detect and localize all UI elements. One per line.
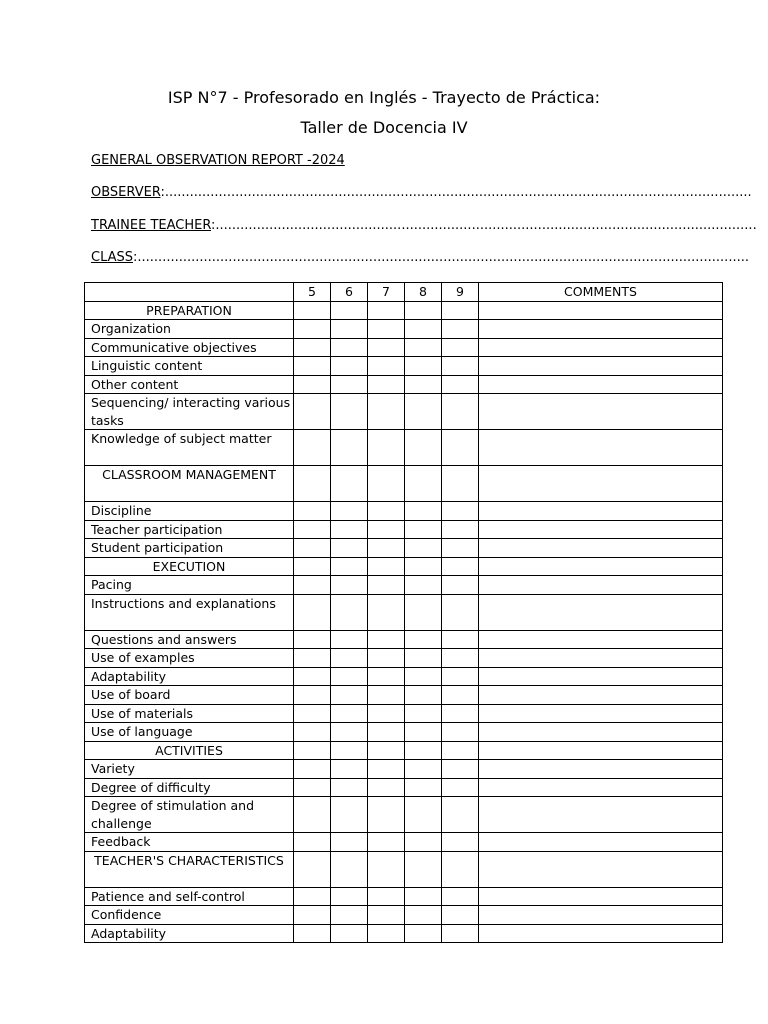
score-cell-9[interactable] [442,797,479,833]
score-cell-8[interactable] [405,520,442,539]
score-cell-7[interactable] [368,649,405,668]
table-row [85,375,723,394]
score-cell-5[interactable] [294,594,331,630]
table-row [85,338,723,357]
evaluation-table [84,282,723,943]
observer-blank-line: :.............................................................................................................................................. [160,185,752,200]
score-cell-5[interactable] [294,797,331,833]
score-cell-5[interactable] [294,338,331,357]
criterion-label: Organization [85,320,294,339]
table-row [85,357,723,376]
score-cell-7[interactable] [368,667,405,686]
score-header-6: 6 [331,283,368,302]
score-cell-7[interactable] [368,833,405,852]
criterion-label: Adaptability [85,667,294,686]
score-cell-9[interactable] [442,851,479,887]
comments-cell[interactable] [479,576,723,595]
score-cell-5[interactable] [294,301,331,320]
comments-cell[interactable] [479,906,723,925]
criterion-label: Degree of stimulation and challenge [85,797,294,833]
score-cell-9[interactable] [442,520,479,539]
score-cell-8[interactable] [405,686,442,705]
score-cell-6[interactable] [331,320,368,339]
score-cell-7[interactable] [368,686,405,705]
score-cell-8[interactable] [405,760,442,779]
comments-cell[interactable] [479,502,723,521]
comments-cell[interactable] [479,778,723,797]
score-cell-8[interactable] [405,375,442,394]
score-cell-7[interactable] [368,594,405,630]
comments-cell[interactable] [479,301,723,320]
score-cell-7[interactable] [368,557,405,576]
score-cell-5[interactable] [294,320,331,339]
comments-cell[interactable] [479,594,723,630]
comments-cell[interactable] [479,686,723,705]
score-cell-6[interactable] [331,741,368,760]
score-cell-5[interactable] [294,723,331,742]
score-cell-9[interactable] [442,357,479,376]
score-cell-8[interactable] [405,594,442,630]
score-header-5: 5 [294,283,331,302]
comments-cell[interactable] [479,520,723,539]
score-cell-7[interactable] [368,375,405,394]
score-cell-7[interactable] [368,520,405,539]
score-cell-6[interactable] [331,338,368,357]
table-row [85,887,723,906]
score-cell-6[interactable] [331,704,368,723]
score-cell-6[interactable] [331,833,368,852]
score-cell-9[interactable] [442,557,479,576]
comments-cell[interactable] [479,723,723,742]
section-heading: ACTIVITIES [85,741,294,760]
table-row [85,394,723,430]
trainee-teacher-blank-line: :................................................................................................................................... [210,218,757,233]
criterion-label: Patience and self-control [85,887,294,906]
score-cell-5[interactable] [294,778,331,797]
score-cell-9[interactable] [442,833,479,852]
score-cell-7[interactable] [368,778,405,797]
score-cell-5[interactable] [294,394,331,430]
score-cell-6[interactable] [331,557,368,576]
score-cell-7[interactable] [368,301,405,320]
comments-cell[interactable] [479,539,723,558]
score-cell-5[interactable] [294,704,331,723]
criterion-label: Degree of difficulty [85,778,294,797]
table-row [85,630,723,649]
table-row [85,539,723,558]
score-cell-9[interactable] [442,667,479,686]
score-cell-8[interactable] [405,539,442,558]
score-cell-5[interactable] [294,649,331,668]
score-cell-9[interactable] [442,924,479,943]
score-cell-5[interactable] [294,833,331,852]
comments-cell[interactable] [479,649,723,668]
score-cell-8[interactable] [405,906,442,925]
score-cell-5[interactable] [294,375,331,394]
score-cell-5[interactable] [294,760,331,779]
score-cell-9[interactable] [442,906,479,925]
criterion-label: Student participation [85,539,294,558]
score-cell-6[interactable] [331,576,368,595]
score-cell-5[interactable] [294,520,331,539]
score-cell-7[interactable] [368,851,405,887]
score-cell-8[interactable] [405,576,442,595]
score-cell-9[interactable] [442,778,479,797]
report-title: GENERAL OBSERVATION REPORT -2024 [91,153,345,168]
comments-cell[interactable] [479,704,723,723]
score-cell-7[interactable] [368,906,405,925]
score-cell-5[interactable] [294,667,331,686]
comments-cell[interactable] [479,466,723,502]
score-cell-5[interactable] [294,557,331,576]
score-cell-8[interactable] [405,649,442,668]
score-cell-9[interactable] [442,704,479,723]
score-cell-7[interactable] [368,924,405,943]
table-row [85,594,723,630]
score-cell-6[interactable] [331,686,368,705]
score-header-8: 8 [405,283,442,302]
comments-cell[interactable] [479,667,723,686]
table-row [85,667,723,686]
comments-cell[interactable] [479,924,723,943]
trainee-teacher-field[interactable] [91,218,757,234]
score-cell-8[interactable] [405,357,442,376]
table-row [85,686,723,705]
score-cell-8[interactable] [405,704,442,723]
table-row [85,924,723,943]
score-header-9: 9 [442,283,479,302]
criterion-label: Discipline [85,502,294,521]
score-cell-9[interactable] [442,686,479,705]
score-cell-5[interactable] [294,539,331,558]
score-cell-9[interactable] [442,466,479,502]
score-cell-8[interactable] [405,887,442,906]
score-cell-8[interactable] [405,630,442,649]
score-cell-6[interactable] [331,594,368,630]
score-cell-7[interactable] [368,723,405,742]
score-cell-9[interactable] [442,430,479,466]
score-cell-5[interactable] [294,357,331,376]
section-row [85,851,723,887]
score-cell-6[interactable] [331,430,368,466]
criterion-label: Knowledge of subject matter [85,430,294,466]
table-row [85,797,723,833]
score-cell-6[interactable] [331,906,368,925]
criterion-label: Use of examples [85,649,294,668]
score-cell-7[interactable] [368,576,405,595]
criterion-label: Linguistic content [85,357,294,376]
score-cell-6[interactable] [331,723,368,742]
comments-cell[interactable] [479,320,723,339]
table-row [85,520,723,539]
criterion-label: Use of language [85,723,294,742]
comments-cell[interactable] [479,851,723,887]
score-cell-8[interactable] [405,466,442,502]
score-cell-6[interactable] [331,466,368,502]
score-cell-9[interactable] [442,760,479,779]
criterion-label: Communicative objectives [85,338,294,357]
score-cell-9[interactable] [442,394,479,430]
comments-cell[interactable] [479,557,723,576]
score-cell-6[interactable] [331,539,368,558]
table-row [85,320,723,339]
score-cell-5[interactable] [294,906,331,925]
criterion-label: Feedback [85,833,294,852]
table-row [85,430,723,466]
score-cell-9[interactable] [442,630,479,649]
section-row [85,557,723,576]
comments-cell[interactable] [479,394,723,430]
score-cell-6[interactable] [331,760,368,779]
score-cell-9[interactable] [442,741,479,760]
class-blank-line: :.................................................................................................................................................... [133,250,749,265]
score-cell-7[interactable] [368,357,405,376]
score-cell-5[interactable] [294,924,331,943]
criterion-label: Teacher participation [85,520,294,539]
score-cell-9[interactable] [442,320,479,339]
table-row [85,833,723,852]
score-cell-6[interactable] [331,301,368,320]
score-cell-6[interactable] [331,851,368,887]
comments-cell[interactable] [479,630,723,649]
comments-cell[interactable] [479,833,723,852]
score-cell-9[interactable] [442,502,479,521]
table-row [85,906,723,925]
criterion-label: Instructions and explanations [85,594,294,630]
comments-cell[interactable] [479,741,723,760]
document-title: ISP N°7 - Profesorado en Inglés - Trayecto de Práctica: [167,88,601,107]
criterion-label: Use of board [85,686,294,705]
score-cell-8[interactable] [405,741,442,760]
score-cell-8[interactable] [405,301,442,320]
criterion-label: Adaptability [85,924,294,943]
score-cell-8[interactable] [405,320,442,339]
score-cell-6[interactable] [331,797,368,833]
score-cell-7[interactable] [368,338,405,357]
observer-field[interactable] [91,185,752,201]
score-cell-8[interactable] [405,394,442,430]
score-cell-9[interactable] [442,539,479,558]
score-cell-5[interactable] [294,686,331,705]
document-subtitle: Taller de Docencia IV [300,118,468,137]
score-cell-8[interactable] [405,430,442,466]
criterion-label: Sequencing/ interacting various tasks [85,394,294,430]
table-row [85,778,723,797]
score-cell-8[interactable] [405,338,442,357]
score-cell-6[interactable] [331,924,368,943]
score-cell-5[interactable] [294,576,331,595]
class-field[interactable] [91,250,749,266]
class-label: CLASS [91,250,134,265]
score-cell-7[interactable] [368,394,405,430]
score-cell-8[interactable] [405,833,442,852]
criterion-label: Pacing [85,576,294,595]
score-cell-7[interactable] [368,430,405,466]
section-heading: TEACHER'S CHARACTERISTICS [85,851,294,887]
table-row [85,502,723,521]
score-cell-5[interactable] [294,430,331,466]
score-cell-6[interactable] [331,357,368,376]
criterion-label: Other content [85,375,294,394]
section-heading: CLASSROOM MANAGEMENT [85,466,294,502]
score-cell-9[interactable] [442,594,479,630]
comments-cell[interactable] [479,760,723,779]
section-row [85,741,723,760]
score-cell-8[interactable] [405,557,442,576]
criterion-label: Variety [85,760,294,779]
evaluation-table-body [85,301,723,943]
score-cell-6[interactable] [331,394,368,430]
score-cell-9[interactable] [442,301,479,320]
table-row [85,704,723,723]
comments-cell[interactable] [479,430,723,466]
score-cell-5[interactable] [294,741,331,760]
score-cell-9[interactable] [442,723,479,742]
score-cell-9[interactable] [442,649,479,668]
comments-cell[interactable] [479,887,723,906]
score-cell-7[interactable] [368,797,405,833]
comments-cell[interactable] [479,797,723,833]
score-cell-6[interactable] [331,649,368,668]
score-cell-6[interactable] [331,375,368,394]
score-cell-5[interactable] [294,851,331,887]
score-cell-8[interactable] [405,502,442,521]
score-cell-7[interactable] [368,539,405,558]
score-cell-6[interactable] [331,520,368,539]
section-heading: PREPARATION [85,301,294,320]
score-cell-8[interactable] [405,924,442,943]
section-row [85,466,723,502]
table-header-row [85,283,723,302]
criterion-label: Confidence [85,906,294,925]
score-cell-6[interactable] [331,630,368,649]
score-cell-7[interactable] [368,887,405,906]
score-cell-6[interactable] [331,667,368,686]
score-cell-7[interactable] [368,320,405,339]
score-cell-5[interactable] [294,887,331,906]
score-cell-6[interactable] [331,778,368,797]
table-row [85,760,723,779]
score-cell-8[interactable] [405,723,442,742]
criterion-label: Use of materials [85,704,294,723]
trainee-teacher-label: TRAINEE TEACHER [91,218,211,233]
score-cell-5[interactable] [294,466,331,502]
score-cell-7[interactable] [368,502,405,521]
observer-label: OBSERVER [91,185,161,200]
criterion-label: Questions and answers [85,630,294,649]
criteria-header-cell [85,283,294,302]
score-cell-8[interactable] [405,851,442,887]
comments-cell[interactable] [479,338,723,357]
score-cell-8[interactable] [405,778,442,797]
score-cell-7[interactable] [368,630,405,649]
comments-cell[interactable] [479,375,723,394]
table-row [85,576,723,595]
score-cell-7[interactable] [368,741,405,760]
score-cell-8[interactable] [405,667,442,686]
score-cell-7[interactable] [368,466,405,502]
score-cell-6[interactable] [331,502,368,521]
section-row [85,301,723,320]
score-cell-9[interactable] [442,887,479,906]
score-cell-5[interactable] [294,630,331,649]
comments-cell[interactable] [479,357,723,376]
score-cell-7[interactable] [368,760,405,779]
score-cell-7[interactable] [368,704,405,723]
score-header-7: 7 [368,283,405,302]
score-cell-5[interactable] [294,502,331,521]
score-cell-8[interactable] [405,797,442,833]
table-row [85,723,723,742]
comments-header: COMMENTS [479,283,723,302]
score-cell-6[interactable] [331,887,368,906]
score-cell-9[interactable] [442,338,479,357]
table-row [85,649,723,668]
section-heading: EXECUTION [85,557,294,576]
score-cell-9[interactable] [442,576,479,595]
score-cell-9[interactable] [442,375,479,394]
